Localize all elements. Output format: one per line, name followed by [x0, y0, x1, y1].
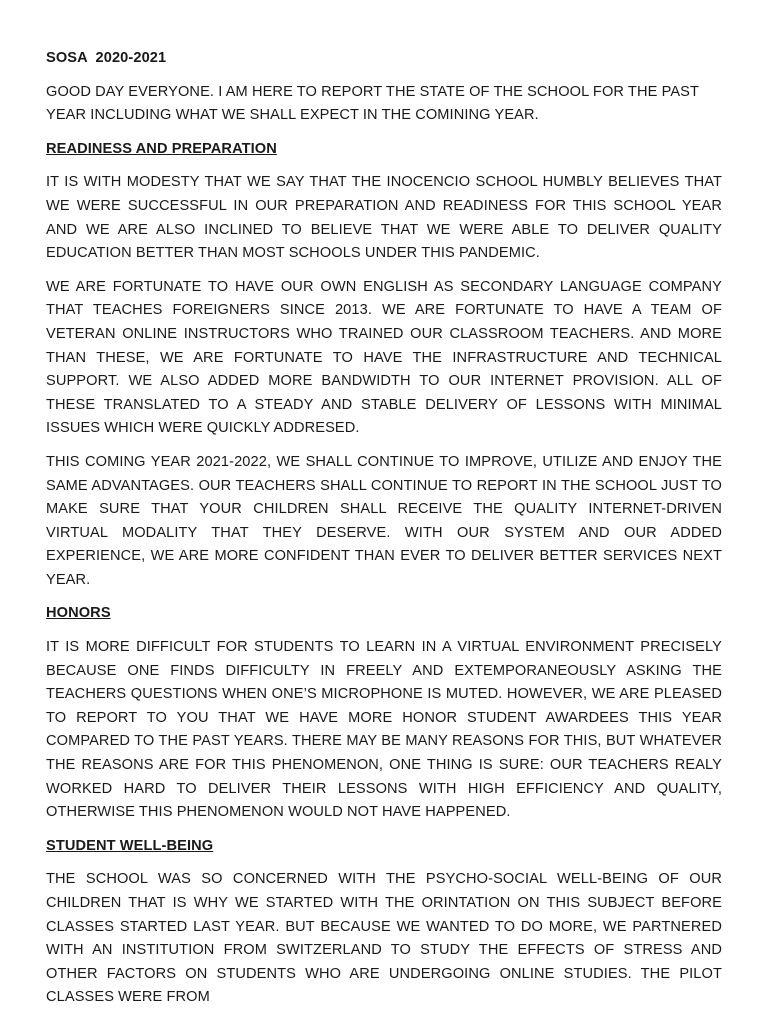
readiness-paragraph-1: IT IS WITH MODESTY THAT WE SAY THAT THE INOCENCIO SCHOOL HUMBLY BELIEVES THAT WE WERE SUCCESSFUL IN OUR PREPARATION AND READINESS FOR THIS SCHOOL YEAR AND WE ARE ALSO INCLINED TO BELIEVE THAT WE WERE ABLE TO DELIVER QUALITY EDUCATION BETTER THAN MOST SCHOOLS UNDER THIS PANDEMIC. — [46, 174, 722, 262]
document-title: SOSA 2020-2021 — [46, 50, 167, 66]
honors-paragraph-1: IT IS MORE DIFFICULT FOR STUDENTS TO LEARN IN A VIRTUAL ENVIRONMENT PRECISELY BECAUSE ONE FINDS DIFFICULTY IN FREELY AND EXTEMPORANEOUSLY ASKING THE TEACHERS QUESTIONS WHEN ONE’S MICROPHONE IS MUTED. HOWEVER, WE ARE PLEASED TO REPORT TO YOU THAT WE HAVE MORE HONOR STUDENT AWARDEES THIS YEAR COMPARED TO THE PAST YEARS. THERE MAY BE MANY REASONS FOR THIS, BUT WHATEVER THE REASONS ARE FOR THIS PHENOMENON, ONE THING IS SURE: OUR TEACHERS REALY WORKED HARD TO DELIVER THEIR LESSONS WITH HIGH EFFICIENCY AND QUALITY, OTHERWISE THIS PHENOMENON WOULD NOT HAVE HAPPENED. — [46, 639, 722, 821]
document-body — [46, 47, 722, 1020]
intro-paragraph: GOOD DAY EVERYONE. I AM HERE TO REPORT THE STATE OF THE SCHOOL FOR THE PAST YEAR INCLUDING WHAT WE SHALL EXPECT IN THE COMINING YEAR. — [46, 83, 699, 124]
readiness-paragraph-3: THIS COMING YEAR 2021-2022, WE SHALL CONTINUE TO IMPROVE, UTILIZE AND ENJOY THE SAME ADVANTAGES. OUR TEACHERS SHALL CONTINUE TO REPORT IN THE SCHOOL JUST TO MAKE SURE THAT YOUR CHILDREN SHALL RECEIVE THE QUALITY INTERNET-DRIVEN VIRTUAL MODALITY THAT THEY DESERVE. WITH OUR SYSTEM AND OUR ADDED EXPERIENCE, WE ARE MORE CONFIDENT THAN EVER TO DELIVER BETTER SERVICES NEXT YEAR. — [46, 453, 722, 588]
section-heading-honors: HONORS — [46, 605, 111, 622]
readiness-paragraph-2: WE ARE FORTUNATE TO HAVE OUR OWN ENGLISH AS SECONDARY LANGUAGE COMPANY THAT TEACHES FOREIGNERS SINCE 2013. WE ARE FORTUNATE TO HAVE A TEAM OF VETERAN ONLINE INSTRUCTORS WHO TRAINED OUR CLASSROOM TEACHERS. AND MORE THAN THESE, WE ARE FORTUNATE TO HAVE THE INFRASTRUCTURE AND TECHNICAL SUPPORT. WE ALSO ADDED MORE BANDWIDTH TO OUR INTERNET PROVISION. ALL OF THESE TRANSLATED TO A STEADY AND STABLE DELIVERY OF LESSONS WITH MINIMAL ISSUES WHICH WERE QUICKLY ADDRESED. — [46, 278, 722, 437]
section-heading-well-being: STUDENT WELL-BEING — [46, 837, 214, 854]
section-heading-readiness: READINESS AND PREPARATION — [46, 140, 277, 157]
well-being-paragraph-1: THE SCHOOL WAS SO CONCERNED WITH THE PSYCHO-SOCIAL WELL-BEING OF OUR CHILDREN THAT IS WHY WE STARTED WITH THE ORINTATION ON THIS SUBJECT BEFORE CLASSES STARTED LAST YEAR. BUT BECAUSE WE WANTED TO DO MORE, WE PARTNERED WITH AN INSTITUTION FROM SWITZERLAND TO STUDY THE EFFECTS OF STRESS AND OTHER FACTORS ON STUDENTS WHO ARE UNDERGOING ONLINE STUDIES. THE PILOT CLASSES WERE FROM — [46, 871, 722, 1006]
